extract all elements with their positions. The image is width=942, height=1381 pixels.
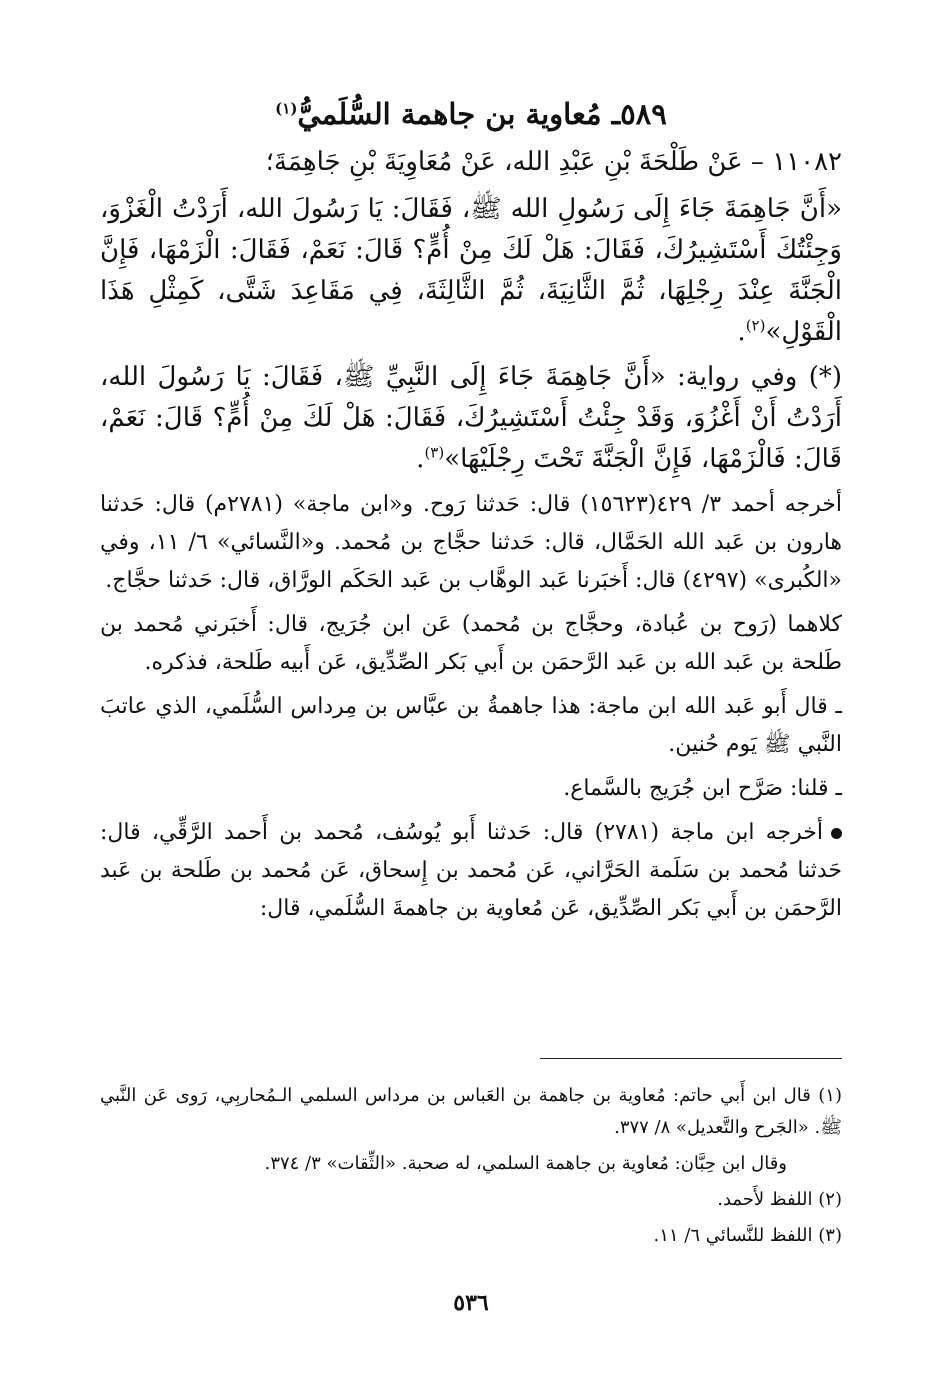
footnote-2: (٢) اللفظ لأَحمد. [717, 1189, 842, 1210]
bullet-icon [831, 828, 842, 839]
footnotes [100, 1080, 842, 1256]
footnote-divider [540, 1058, 842, 1059]
chapter-footnote-mark: (١) [275, 99, 298, 118]
hadith-variant: (*) وفي رواية: «أَنَّ جَاهِمَةَ جَاءَ إِلَى النَّبِيِّ ﷺ، فَقَالَ: يَا رَسُولَ الله، أَرَدْتُ أَنْ أَغْزُوَ، وَقَدْ جِئْتُ أَسْتَشِيرُكَ، فَقَالَ: هَلْ لَكَ مِنْ أُمٍّ؟ قَالَ: نَعَمْ، قَالَ: فَالْزَمْهَا، فَإِنَّ الْجَنَّةَ تَحْتَ رِجْلَيْهَا»$^{(٣)}$. [100, 362, 842, 474]
footnote-1-continued: وقال ابن حِبَّان: مُعاوية بن جاهمة السلمي، له صحبة. «الثِّقات» ٣/ ٣٧٤. [264, 1153, 787, 1174]
hadith-text-body: «أَنَّ جَاهِمَةَ جَاءَ إِلَى رَسُولِ الله ﷺ، فَقَالَ: يَا رَسُولَ الله، أَرَدْتُ الْغَزْوَ، وَجِئْتُكَ أَسْتَشِيرُكَ، فَقَالَ: هَلْ لَكَ مِنْ أُمٍّ؟ قَالَ: نَعَمْ، فَقَالَ: الْزَمْهَا، فَإِنَّ الْجَنَّةَ عِنْدَ رِجْلِهَا، ثُمَّ الثَّانِيَةَ، ثُمَّ الثَّالِثَةَ، فِي مَقَاعِدَ شَتَّى، كَمِثْلِ هَذَا الْقَوْلِ» [100, 194, 842, 347]
footnote-3: (٣) اللفظ للنَّسائي ٦/ ١١. [653, 1225, 842, 1246]
takhrij-paragraph: أخرجه أحمد ٣/ ٤٢٩(١٥٦٢٣) قال: حَدثنا رَوح. و«ابن ماجة» (٢٧٨١م) قال: حَدثنا هارون بن عَبد الله الحَمَّال، قال: حَدثنا حجَّاج بن مُحمد. و«النَّسائي» ٦/ ١١، وفي «الكُبرى» (٤٢٩٧) قال: أَخبَرنا عَبد الوهَّاب بن عَبد الحَكَم الورَّاق، قال: حَدثنا حجَّاج. [100, 492, 843, 593]
takhrij-paragraph: ـ قلنا: صَرَّح ابن جُرَيج بالسَّماع. [563, 776, 842, 801]
takhrij-bullet-text: أخرجه ابن ماجة (٢٧٨١) قال: حَدثنا أَبو يُوسُف، مُحمد بن أَحمد الرَّقِّي، قال: حَدثنا مُحمد بن سَلَمة الحَرَّاني، عَن مُحمد بن إِسحاق، عَن مُحمد بن طَلحة بن عَبد الرَّحمَن بن أَبي بَكر الصِّدِّيق، عَن مُعاوية بن جاهمةَ السُّلَمي، قال: [100, 820, 842, 921]
hadith-isnad: ١١٠٨٢ – عَنْ طَلْحَةَ بْنِ عَبْدِ الله، عَنْ مُعَاوِيَةَ بْنِ جَاهِمَةَ؛ [265, 147, 842, 177]
hadith-variant-footnote-mark: (٣) [424, 443, 445, 462]
hadith-text: «أَنَّ جَاهِمَةَ جَاءَ إِلَى رَسُولِ الله ﷺ، فَقَالَ: يَا رَسُولَ الله، أَرَدْتُ الْغَزْوَ، وَجِئْتُكَ أَسْتَشِيرُكَ، فَقَالَ: هَلْ لَكَ مِنْ أُمٍّ؟ قَالَ: نَعَمْ، فَقَالَ: الْزَمْهَا، فَإِنَّ الْجَنَّةَ عِنْدَ رِجْلِهَا، ثُمَّ الثَّانِيَةَ، ثُمَّ الثَّالِثَةَ، فِي مَقَاعِدَ شَتَّى، كَمِثْلِ هَذَا الْقَوْلِ»$^{(٢)}$. [100, 194, 842, 347]
footnote-1: (١) قال ابن أَبي حاتم: مُعاوية بن جاهمة بن العَباس بن مرداس السلمي الـمُحاربِي، رَوى عَن النَّبي ﷺ. «الجَرح والتَّعديل» ٨/ ٣٧٧. [100, 1085, 842, 1138]
takhrij-paragraph: ـ قال أَبو عَبد الله ابن ماجة: هذا جاهمةُ بن عبَّاس بن مِرداس السُّلَمي، الذي عاتبَ النَّبي ﷺ يَوم حُنين. [100, 694, 842, 757]
hadith-text-footnote-mark: (٢) [745, 316, 766, 335]
chapter-heading [100, 90, 842, 138]
page-number: ٥٣٦ [453, 1290, 489, 1316]
chapter-title: ٥٨٩ـ مُعاوية بن جاهمة السُّلَميُّ [297, 97, 667, 131]
takhrij-paragraph: كلاهما (رَوح بن عُبادة، وحجَّاج بن مُحمد) عَن ابن جُرَيج، قال: أَخبَرني مُحمد بن طَلحة بن عَبد الله بن عَبد الرَّحمَن بن أَبي بَكر الصِّدِّيق، عَن أَبيه طَلحة، فذكره. [100, 612, 842, 675]
hadith-variant-body: (*) وفي رواية: «أَنَّ جَاهِمَةَ جَاءَ إِلَى النَّبِيِّ ﷺ، فَقَالَ: يَا رَسُولَ الله، أَرَدْتُ أَنْ أَغْزُوَ، وَقَدْ جِئْتُ أَسْتَشِيرُكَ، فَقَالَ: هَلْ لَكَ مِنْ أُمٍّ؟ قَالَ: نَعَمْ، قَالَ: فَالْزَمْهَا، فَإِنَّ الْجَنَّةَ تَحْتَ رِجْلَيْهَا» [100, 362, 842, 474]
page-body [100, 90, 842, 934]
takhrij-bullet-paragraph [100, 814, 842, 928]
